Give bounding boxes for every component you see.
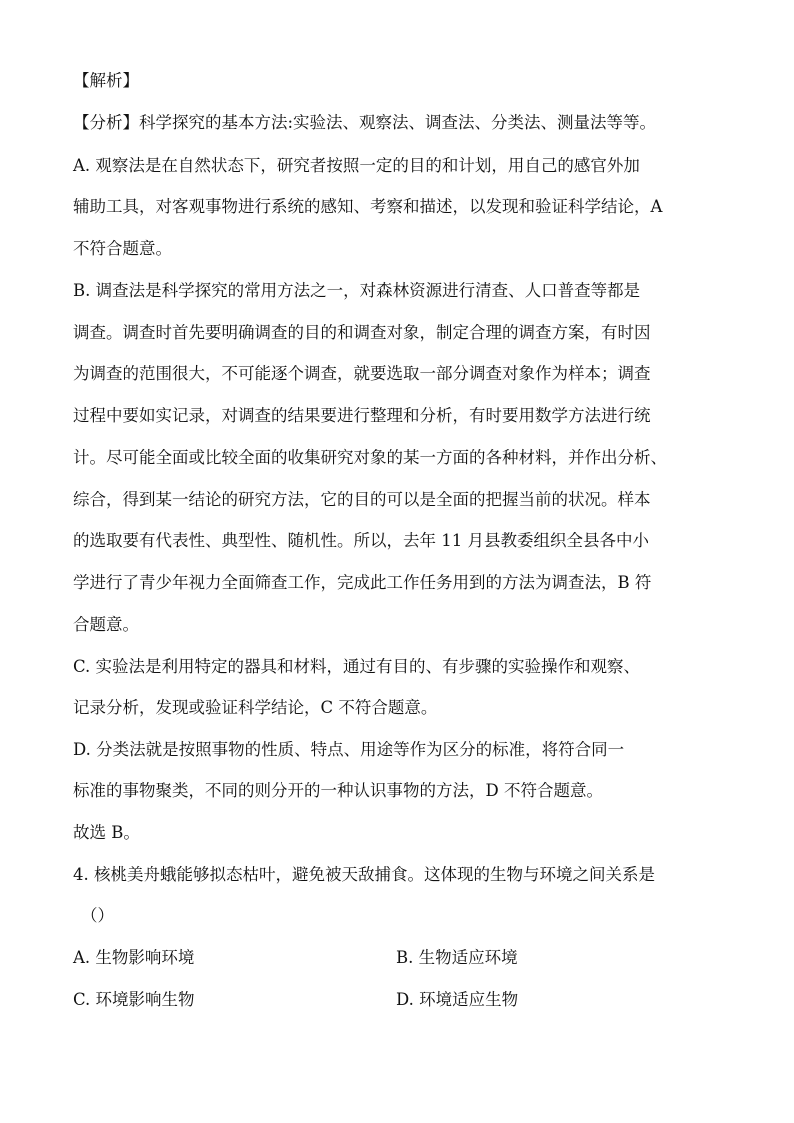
analysis-conclusion: 故选 B。 [73, 823, 140, 842]
option-b-line-7: 的选取要有代表性、典型性、随机性。所以，去年 11 月县教委组织全县各中小 [73, 531, 649, 550]
option-b-line-1: B. 调查法是科学探究的常用方法之一，对森林资源进行清查、人口普查等都是 [73, 281, 641, 300]
option-b-line-2: 调查。调查时首先要明确调查的目的和调查对象，制定合理的调查方案，有时因 [73, 323, 651, 342]
option-b-line-3: 为调查的范围很大，不可能逐个调查，就要选取一部分调查对象作为样本；调查 [73, 364, 651, 383]
question-4-choice-d: D. 环境适应生物 [396, 990, 519, 1009]
option-d-line-1: D. 分类法就是按照事物的性质、特点、用途等作为区分的标准，将符合同一 [73, 740, 625, 759]
question-4-choice-c: C. 环境影响生物 [73, 990, 195, 1009]
analysis-intro: 【分析】科学探究的基本方法:实验法、观察法、调查法、分类法、测量法等等。 [73, 113, 657, 132]
question-4-stem: 4. 核桃美舟蛾能够拟态枯叶，避免被天敌捕食。这体现的生物与环境之间关系是 [73, 865, 655, 884]
option-b-line-5: 计。尽可能全面或比较全面的收集研究对象的某一方面的各种材料，并作出分析、 [73, 448, 667, 467]
option-c-line-1: C. 实验法是利用特定的器具和材料，通过有目的、有步骤的实验操作和观察、 [73, 657, 641, 676]
option-b-line-4: 过程中要如实记录，对调查的结果要进行整理和分析，有时要用数学方法进行统 [73, 406, 651, 425]
option-b-line-8: 学进行了青少年视力全面筛查工作，完成此工作任务用到的方法为调查法，B 符 [73, 573, 652, 592]
question-4-answer-blank: （） [81, 906, 114, 925]
question-4-choice-a: A. 生物影响环境 [73, 948, 195, 967]
question-4-choice-b: B. 生物适应环境 [396, 948, 518, 967]
option-d-line-2: 标准的事物聚类，不同的则分开的一种认识事物的方法，D 不符合题意。 [73, 781, 603, 800]
option-a-line-2: 辅助工具，对客观事物进行系统的感知、考察和描述，以发现和验证科学结论，A [73, 197, 663, 216]
option-a-line-1: A. 观察法是在自然状态下，研究者按照一定的目的和计划，用自己的感官外加 [73, 156, 640, 175]
option-b-line-9: 合题意。 [73, 615, 139, 634]
option-c-line-2: 记录分析，发现或验证科学结论，C 不符合题意。 [73, 698, 438, 717]
option-a-line-3: 不符合题意。 [73, 239, 172, 258]
analysis-header: 【解析】 [73, 71, 139, 90]
option-b-line-6: 综合，得到某一结论的研究方法，它的目的可以是全面的把握当前的状况。样本 [73, 490, 651, 509]
